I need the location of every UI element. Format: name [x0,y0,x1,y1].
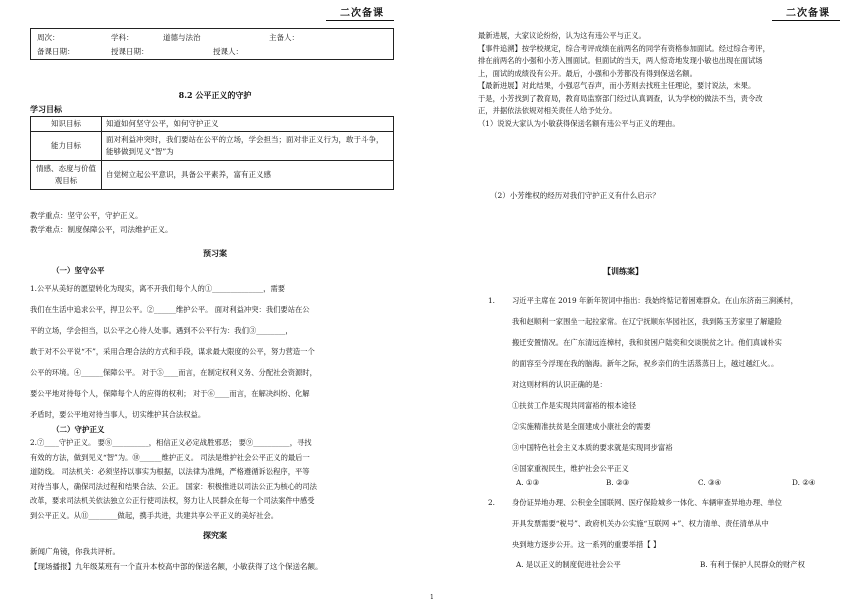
question-number: 2. [488,498,495,507]
statement-item: ④国家重视民生，维护社会公平正义 [512,464,629,473]
text-line: 搬迁安置情况。在广东清远连樟村，我和贫困户陆奕和交谈脱贫之计。他们真诚朴实 [512,338,782,347]
goal-value: 知道如何坚守公平，如何守护正义 [102,117,394,132]
option-c[interactable]: C. ③④ [698,478,722,487]
text-line: 1.公平从美好的愿望转化为现实，离不开我们每个人的①______________，需要 [30,284,286,293]
subject-label: 学科： [111,33,134,42]
info-row-2 [37,46,387,58]
page-number: 1 [430,594,434,601]
goal-key: 知识目标 [31,117,102,132]
goal-key: 情感、态度与价值观目标 [31,161,102,190]
text-line: 敢于对不公平说“不”，采用合理合法的方式和手段，谋求最大限度的公平，努力营造一个 [30,347,315,356]
text-line: 平的立场，学会担当，以公平之心待人处事。遇到不公平行为：我们③________， [30,326,293,335]
statement-item: ③中国特色社会主义本质的要求就是实现同步富裕 [512,443,673,452]
goal-key: 能力目标 [31,132,102,161]
text-line: 【最新进展】对此结果，小强忍气吞声，而小芳则去找班主任理论，要讨说法，未果。 [478,81,756,90]
option-b[interactable]: B. ②③ [606,478,630,487]
info-row-1 [37,32,387,44]
text-line: 排在前两名的小强和小芳入围面试。但面试的当天，两人惊奇地发现小敏也出现在面试场 [478,56,763,65]
option-b[interactable]: B. 有利于保护人民群众的财产权 [700,560,805,569]
goals-table [30,116,394,190]
case-continued [478,30,840,130]
explore-title: 探究案 [203,530,227,540]
text-line: 的面容至今浮现在我的脑海。新年之际，祝乡亲们的生活蒸蒸日上，越过越红火。。 [512,359,779,368]
text-line: 最新进展，大家议论纷纷，认为这有违公平与正义。 [478,31,646,40]
goal-row [31,117,394,132]
text-line: 改革，要求司法机关依法独立公正行使司法权，努力让人民群众在每一个司法案件中感受 [30,496,315,506]
text-line: 要公平地对待每个人，保障每个人的应得的权利； 对于⑥____而言，在解决纠纷、化解 [30,389,310,398]
question-2: （2）小芳维权的经历对我们守护正义有什么启示？ [490,191,660,200]
preview-title: 预习案 [203,248,227,258]
text-line: （1）说说大家认为小敏获得保送名额有违公平与正义的理由。 [478,118,680,128]
question-body [512,290,860,479]
text-line: 我和赵顺利一家围坐一起拉家常。在辽宁抚顺东华园社区，我到陈玉芳家里了解避险 [512,317,782,326]
second-prep-header: 二次备课 [772,4,840,21]
goal-value: 自觉树立起公平意识，具备公平素养，富有正义感 [102,161,394,190]
question-number: 1. [488,296,495,305]
text-line: 【事件追溯】按学校规定，综合考评成绩在前两名的同学有资格参加面试。经过综合考评， [478,43,770,53]
statement-item: ①扶贫工作是实现共同富裕的根本途径 [512,401,637,410]
text-line: 我们在生活中追求公平，捍卫公平。②______维护公平。 面对利益冲突：我们要站在公 [30,305,310,314]
text-line: 开具发票需要“税号”、政府机关办公实施“互联网 +”、权力清单、责任清单从中 [512,519,769,528]
preparer-label: 主备人： [269,33,299,42]
text-line: 央到地方逐步公开。这一系列的重要举措【 】 [512,540,661,549]
training-title: 【训练案】 [603,266,643,276]
section-guard-justice: （二）守护正义 [52,425,105,434]
lesson-info-box [30,28,394,60]
prep-date-label: 备课日期： [37,47,75,56]
teacher-label: 授课人： [213,47,243,56]
text-line: 对这则材料的认识正确的是： [512,380,607,389]
subject-value: 道德与法治 [163,33,201,42]
text-line: 公平的环境。④______保障公平。 对于⑤____而言，在制定权利义务、分配社会资源时， [30,368,317,377]
lesson-title: 8.2 公平正义的守护 [178,90,252,100]
option-a[interactable]: A. 是以正义的制度促进社会公平 [516,560,621,569]
week-label: 周次： [37,33,60,42]
second-prep-header: 二次备课 [326,4,394,21]
text-line: 2.⑦____守护正义。 要⑧__________，相信正义必定战胜邪恶； 要⑨__________，寻找 [30,438,312,447]
text-line: 有效的方法，做到见义“智”为。⑩______维护正义。 司法是维护社会公平正义的最后一 [30,452,310,462]
text-line: 对待当事人，确保司法过程和结果合法、公正。 国家：积极推进以司法公正为核心的司法 [30,481,317,491]
question-body [512,492,860,555]
fairness-paragraph [30,278,395,425]
goal-row [31,132,394,161]
difficult-points: 教学难点：制度保障公平，司法维护正义。 [30,225,173,234]
option-a[interactable]: A. ①③ [516,478,539,487]
text-line: 道防线。 司法机关：必须坚持以事实为根据，以法律为准绳，严格遵循诉讼程序，平等 [30,467,310,477]
case-broadcast: 【现场播报】九年级某班有一个直升本校高中部的保送名额，小敏获得了这个保送名额。 [30,562,323,571]
justice-paragraph [30,436,395,524]
right-page [430,0,860,607]
goal-value: 面对利益冲突时，我们要站在公平的立场，学会担当；面对非正义行为，敢于斗争，能够做到见义“智”为 [102,132,394,161]
text-line: 到公平正义。从⑪________做起，携手共进，共建共享公平正义的美好社会。 [30,510,279,520]
statement-item: ②实施精准扶贫是全面建成小康社会的需要 [512,422,651,431]
goals-heading: 学习目标 [30,104,62,114]
teach-date-label: 授课日期： [111,47,149,56]
text-line: 矛盾时，要公平地对待当事人，切实维护其合法权益。 [30,410,206,419]
option-d[interactable]: D. ②④ [792,478,816,487]
text-line: 正，并据依法依规对相关责任人给予处分。 [478,106,617,115]
goal-row [31,161,394,190]
text-line: 身份证异地办理、公积金全国联网、医疗保险城乡一体化、车辆审查异地办理、单位 [512,498,782,507]
text-line: 上，面试的成绩没有公开。最后，小强和小芳都没有得到保送名额。 [478,68,697,78]
text-line: 习近平主席在 2019 年新年贺词中指出：我始终惦记着困难群众。在山东济南三涧溪村， [512,296,798,305]
text-line: 于是，小芳找到了教育局，教育局监察部门经过认真调查，认为学校的做法不当，责令改 [478,93,763,103]
key-points: 教学重点：坚守公平，守护正义。 [30,211,143,220]
section-keep-fairness: （一）坚守公平 [52,266,105,275]
explore-intro: 新闻广角镜，你我共评析。 [30,547,120,556]
